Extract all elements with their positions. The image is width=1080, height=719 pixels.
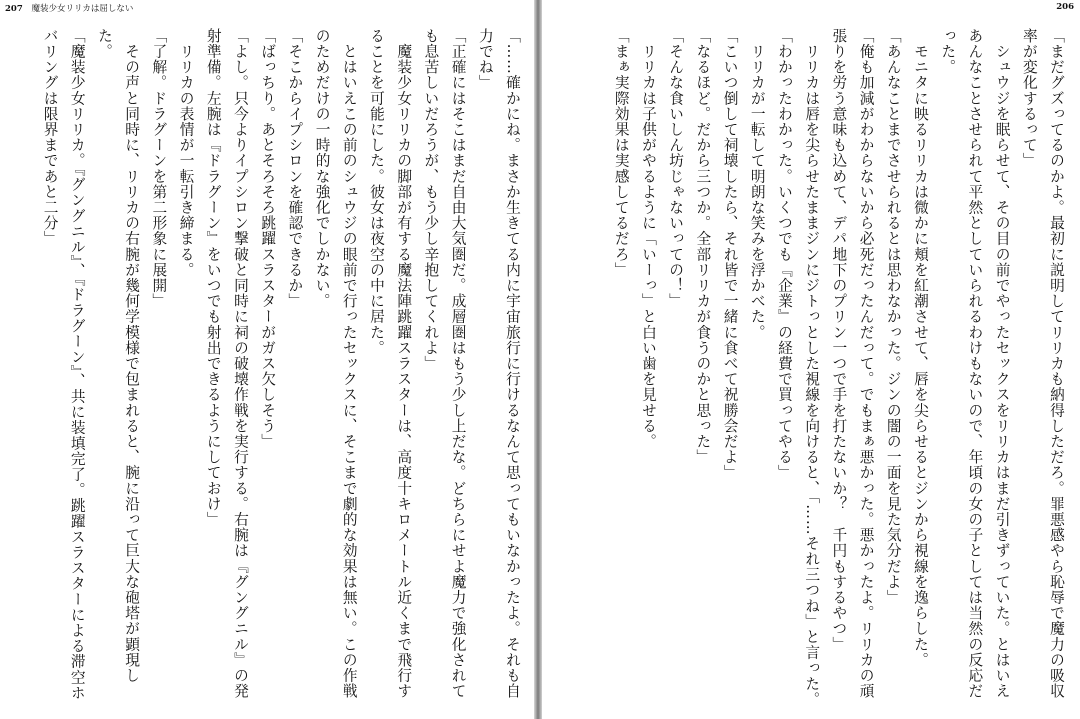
left-page-header (5, 2, 133, 14)
text-line: リリカは唇を尖らせたままジンにジトっとした視線を向けると、「……それ三つね」と言った。 (803, 28, 821, 708)
left-page (0, 0, 534, 719)
text-line: 「まぁ実際効果は実感してるだろ」 (612, 28, 630, 278)
left-page-body (28, 28, 526, 712)
running-title: 魔装少女リリカは屈しない (31, 4, 134, 14)
text-line: 「こいつ倒して祠壊したら、それ皆で一緒に食べて祝勝会だよ」 (721, 28, 739, 481)
book-gutter (534, 0, 542, 719)
text-line: その声と同時に、リリカの右腕が幾何学模様で包まれると、腕に沿って巨大な砲塔が顕現した。 (95, 28, 141, 684)
left-page-number: 207 (5, 4, 23, 14)
text-line: 「正確にはそこはまだ自由大気圏だ。成層圏はもう少し上だな。どちらにせよ魔力で強化されても息苦しいだろうが、もう少し辛抱してくれよ」 (422, 28, 467, 699)
text-line: 「俺も加減がわからないから必死だったんだって。でもまぁ悪かった。悪かったよ。リリカの頑張りを労う意味も込めて、デパ地下のプリン一つで手を打たないか？ 千円もするやつ」 (830, 28, 875, 699)
text-line: 「よし。只今よりイプシロン撃破と同時に祠の破壊作戦を実行する。右腕は『グングニル』の発射準備。左腕は『ドラグーン』をいつでも射出できるようにしておけ」 (204, 28, 249, 699)
text-line: 「了解。ドラグーンを第二形象に展開」 (150, 28, 168, 309)
right-page-body (586, 28, 1070, 712)
text-line: 「わかったわかった。いくつでも『企業』の経費で買ってやる」 (775, 28, 793, 481)
right-page-header (1056, 2, 1074, 12)
text-line: 「ばっちり。あとそろそろ跳躍スラスターがガス欠しそう」 (259, 28, 277, 450)
text-line: リリカの表情が一転引き締まる。 (177, 28, 195, 278)
text-line: モニタに映るリリカは微かに頬を紅潮させて、唇を尖らせるとジンから視線を逸らした。 (911, 28, 929, 668)
text-line: 「魔装少女リリカ。『グングニル』、『ドラグーン』、共に装填完了。跳躍スラスターによる滞空ホバリングは限界まであと二分」 (41, 28, 86, 701)
right-page-number: 206 (1056, 2, 1074, 12)
text-line: 「……確かにね。まさか生きてる内に宇宙旅行に行けるなんて思ってもいなかったよ。それも自力でね」 (476, 28, 521, 699)
text-line: 「なるほど。だから三つか。全部リリカが食うのかと思った」 (694, 28, 712, 465)
text-line: シュウジを眠らせて、その目の前でやったセックスをリリカはまだ引きずっていた。とはいえあんなことさせられて平然としていられるわけもないので、年頃の女の子としては当然の反応だった。 (939, 28, 1011, 699)
text-line: リリカが一転して明朗な笑みを浮かべた。 (748, 28, 766, 340)
text-line: リリカは子供がやるように「いーっ」と白い歯を見せる。 (639, 28, 657, 450)
text-line: 「まだグズってるのかよ。最初に説明してリリカも納得しただろ。罪悪感やら恥辱で魔力の吸収率が変化するって」 (1020, 28, 1065, 699)
text-line: とはいえこの前のシュウジの眼前で行ったセックスに、そこまで劇的な効果は無い。この作戦のためだけの一時的な強化でしかない。 (313, 28, 358, 699)
right-page (542, 0, 1080, 719)
text-line: 「そこからイプシロンを確認できるか」 (286, 28, 304, 309)
text-line: 魔装少女リリカの脚部が有する魔法陣跳躍スラスターは、高度十キロメートル近くまで飛行することを可能にした。彼女は夜空の中に居た。 (367, 28, 413, 699)
text-line: 「そんな食いしん坊じゃないっての！」 (667, 28, 685, 309)
text-line: 「あんなことまでさせられるとは思わなかった。ジンの闇の一面を見た気分だよ」 (884, 28, 902, 606)
